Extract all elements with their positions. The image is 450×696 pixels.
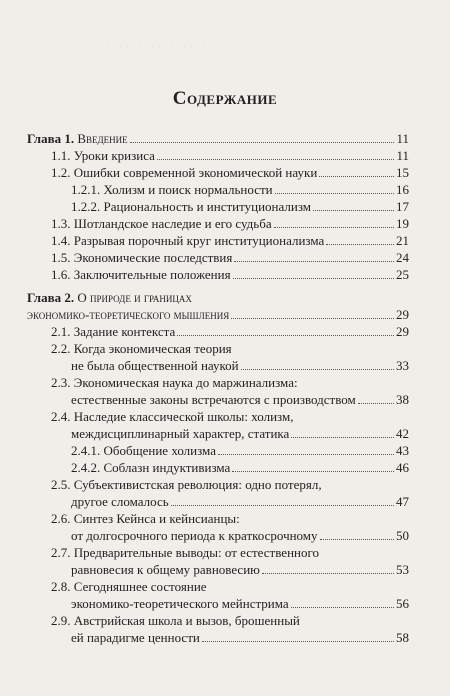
page-number: 46 <box>396 460 409 475</box>
chapter-title-line-2: экономико-теоретического мышления <box>27 307 230 322</box>
section-title: Задание контекста <box>73 324 176 339</box>
section-number: 2.3. <box>51 375 71 390</box>
section-number: 2.9. <box>51 613 71 628</box>
toc-entry-1-2[interactable] <box>27 164 409 181</box>
bleed-through-text: · · · · · · · · · · · · · · · · · · · <box>100 41 220 53</box>
toc-entry-2-8[interactable] <box>27 578 409 612</box>
page-number: 58 <box>396 630 409 645</box>
section-title: Шотландское наследие и его судьба <box>73 216 272 231</box>
toc-entry-2-9[interactable] <box>27 612 409 646</box>
section-number: 1.2.1. <box>71 182 101 197</box>
page-number: 16 <box>396 182 409 197</box>
page-number: 38 <box>396 392 409 407</box>
page-number: 42 <box>396 426 409 441</box>
section-title-line-1: Когда экономическая теория <box>73 341 232 356</box>
page-number: 17 <box>396 199 409 214</box>
section-title-line-1: Синтез Кейнса и кейнсианцы: <box>73 511 240 526</box>
page-number: 53 <box>396 562 409 577</box>
section-number: 1.4. <box>51 233 71 248</box>
section-number: 1.1. <box>51 148 71 163</box>
chapter-1-entry[interactable]: Глава 1. Введение 11 <box>27 131 409 146</box>
page-number: 29 <box>396 307 409 322</box>
section-number: 2.2. <box>51 341 71 356</box>
section-number: 2.6. <box>51 511 71 526</box>
toc-entry-2-3[interactable] <box>27 374 409 408</box>
chapter-title: Введение <box>77 131 128 146</box>
section-number: 2.8. <box>51 579 71 594</box>
section-title: Уроки кризиса <box>73 148 155 163</box>
page-number: 50 <box>396 528 409 543</box>
section-title: Соблазн индуктивизма <box>103 460 231 475</box>
chapter-title-line-1: О природе и границах <box>77 290 192 305</box>
section-title: Экономические последствия <box>73 250 233 265</box>
page-number: 19 <box>396 216 409 231</box>
toc-entry-2-4[interactable] <box>27 408 409 442</box>
toc-entry-1-2-1[interactable] <box>27 181 409 198</box>
toc-entry-1-6[interactable] <box>27 266 409 283</box>
toc-entry-1-4[interactable] <box>27 232 409 249</box>
toc-entry-1-2-2[interactable] <box>27 198 409 215</box>
section-title: Разрывая порочный круг институционализма <box>73 233 325 248</box>
table-of-contents <box>27 130 409 646</box>
section-number: 2.1. <box>51 324 71 339</box>
section-title-line-2: ей парадигме ценности <box>71 630 200 645</box>
page-number: 21 <box>396 233 409 248</box>
page-number: 15 <box>396 165 409 180</box>
section-number: 1.2. <box>51 165 71 180</box>
toc-entry-1-3[interactable] <box>27 215 409 232</box>
toc-entry-2-2[interactable] <box>27 340 409 374</box>
toc-entry-2-4-1[interactable] <box>27 442 409 459</box>
section-number: 2.4. <box>51 409 71 424</box>
section-number: 1.5. <box>51 250 71 265</box>
page-number: 25 <box>396 267 409 282</box>
section-title: Холизм и поиск нормальности <box>103 182 273 197</box>
toc-entry-1-1[interactable] <box>27 147 409 164</box>
toc-entry-2-1[interactable] <box>27 323 409 340</box>
toc-entry-2-5[interactable] <box>27 476 409 510</box>
page-number: 47 <box>396 494 409 509</box>
section-title-line-2: экономико-теоретического мейнстрима <box>71 596 289 611</box>
section-title-line-1: Субъективистская революция: одно потерял, <box>73 477 322 492</box>
section-title: Заключительные положения <box>73 267 231 282</box>
page-number: 56 <box>396 596 409 611</box>
page-number: 24 <box>396 250 409 265</box>
page-number: 11 <box>396 148 409 163</box>
section-number: 1.6. <box>51 267 71 282</box>
page-number: 11 <box>396 131 409 146</box>
section-title-line-1: Сегодняшнее состояние <box>73 579 207 594</box>
section-number: 2.7. <box>51 545 71 560</box>
section-title-line-2: от долгосрочного периода к краткосрочному <box>71 528 318 543</box>
section-title-line-1: Австрийская школа и вызов, брошенный <box>73 613 300 628</box>
page-number: 33 <box>396 358 409 373</box>
section-title: Обобщение холизма <box>103 443 216 458</box>
section-number: 2.5. <box>51 477 71 492</box>
chapter-label: Глава 1 <box>27 131 71 146</box>
section-title-line-2: естественные законы встречаются с производством <box>71 392 356 407</box>
section-title-line-2: равновесия к общему равновесию <box>71 562 260 577</box>
page-number: 43 <box>396 443 409 458</box>
page-title: Содержание <box>172 88 278 109</box>
section-title-line-1: Наследие классической школы: холизм, <box>73 409 294 424</box>
toc-entry-2-6[interactable] <box>27 510 409 544</box>
page-number: 29 <box>396 324 409 339</box>
toc-entry-1-5[interactable] <box>27 249 409 266</box>
section-number: 2.4.2. <box>71 460 101 475</box>
chapter-label: Глава 2 <box>27 290 71 305</box>
section-number: 1.3. <box>51 216 71 231</box>
section-title-line-1: Экономическая наука до маржинализма: <box>73 375 298 390</box>
section-title-line-2: не была общественной наукой <box>71 358 239 373</box>
section-number: 1.2.2. <box>71 199 101 214</box>
chapter-2-entry[interactable]: Глава 2. О природе и границах экономико-теоретического мышления 29 <box>27 290 409 322</box>
section-title: Рациональность и институционализм <box>103 199 311 214</box>
section-number: 2.4.1. <box>71 443 101 458</box>
section-title: Ошибки современной экономической науки <box>73 165 318 180</box>
toc-entry-2-7[interactable] <box>27 544 409 578</box>
section-title-line-1: Предварительные выводы: от естественного <box>73 545 319 560</box>
section-title-line-2: междисциплинарный характер, статика <box>71 426 290 441</box>
section-title-line-2: другое сломалось <box>71 494 169 509</box>
toc-entry-2-4-2[interactable] <box>27 459 409 476</box>
